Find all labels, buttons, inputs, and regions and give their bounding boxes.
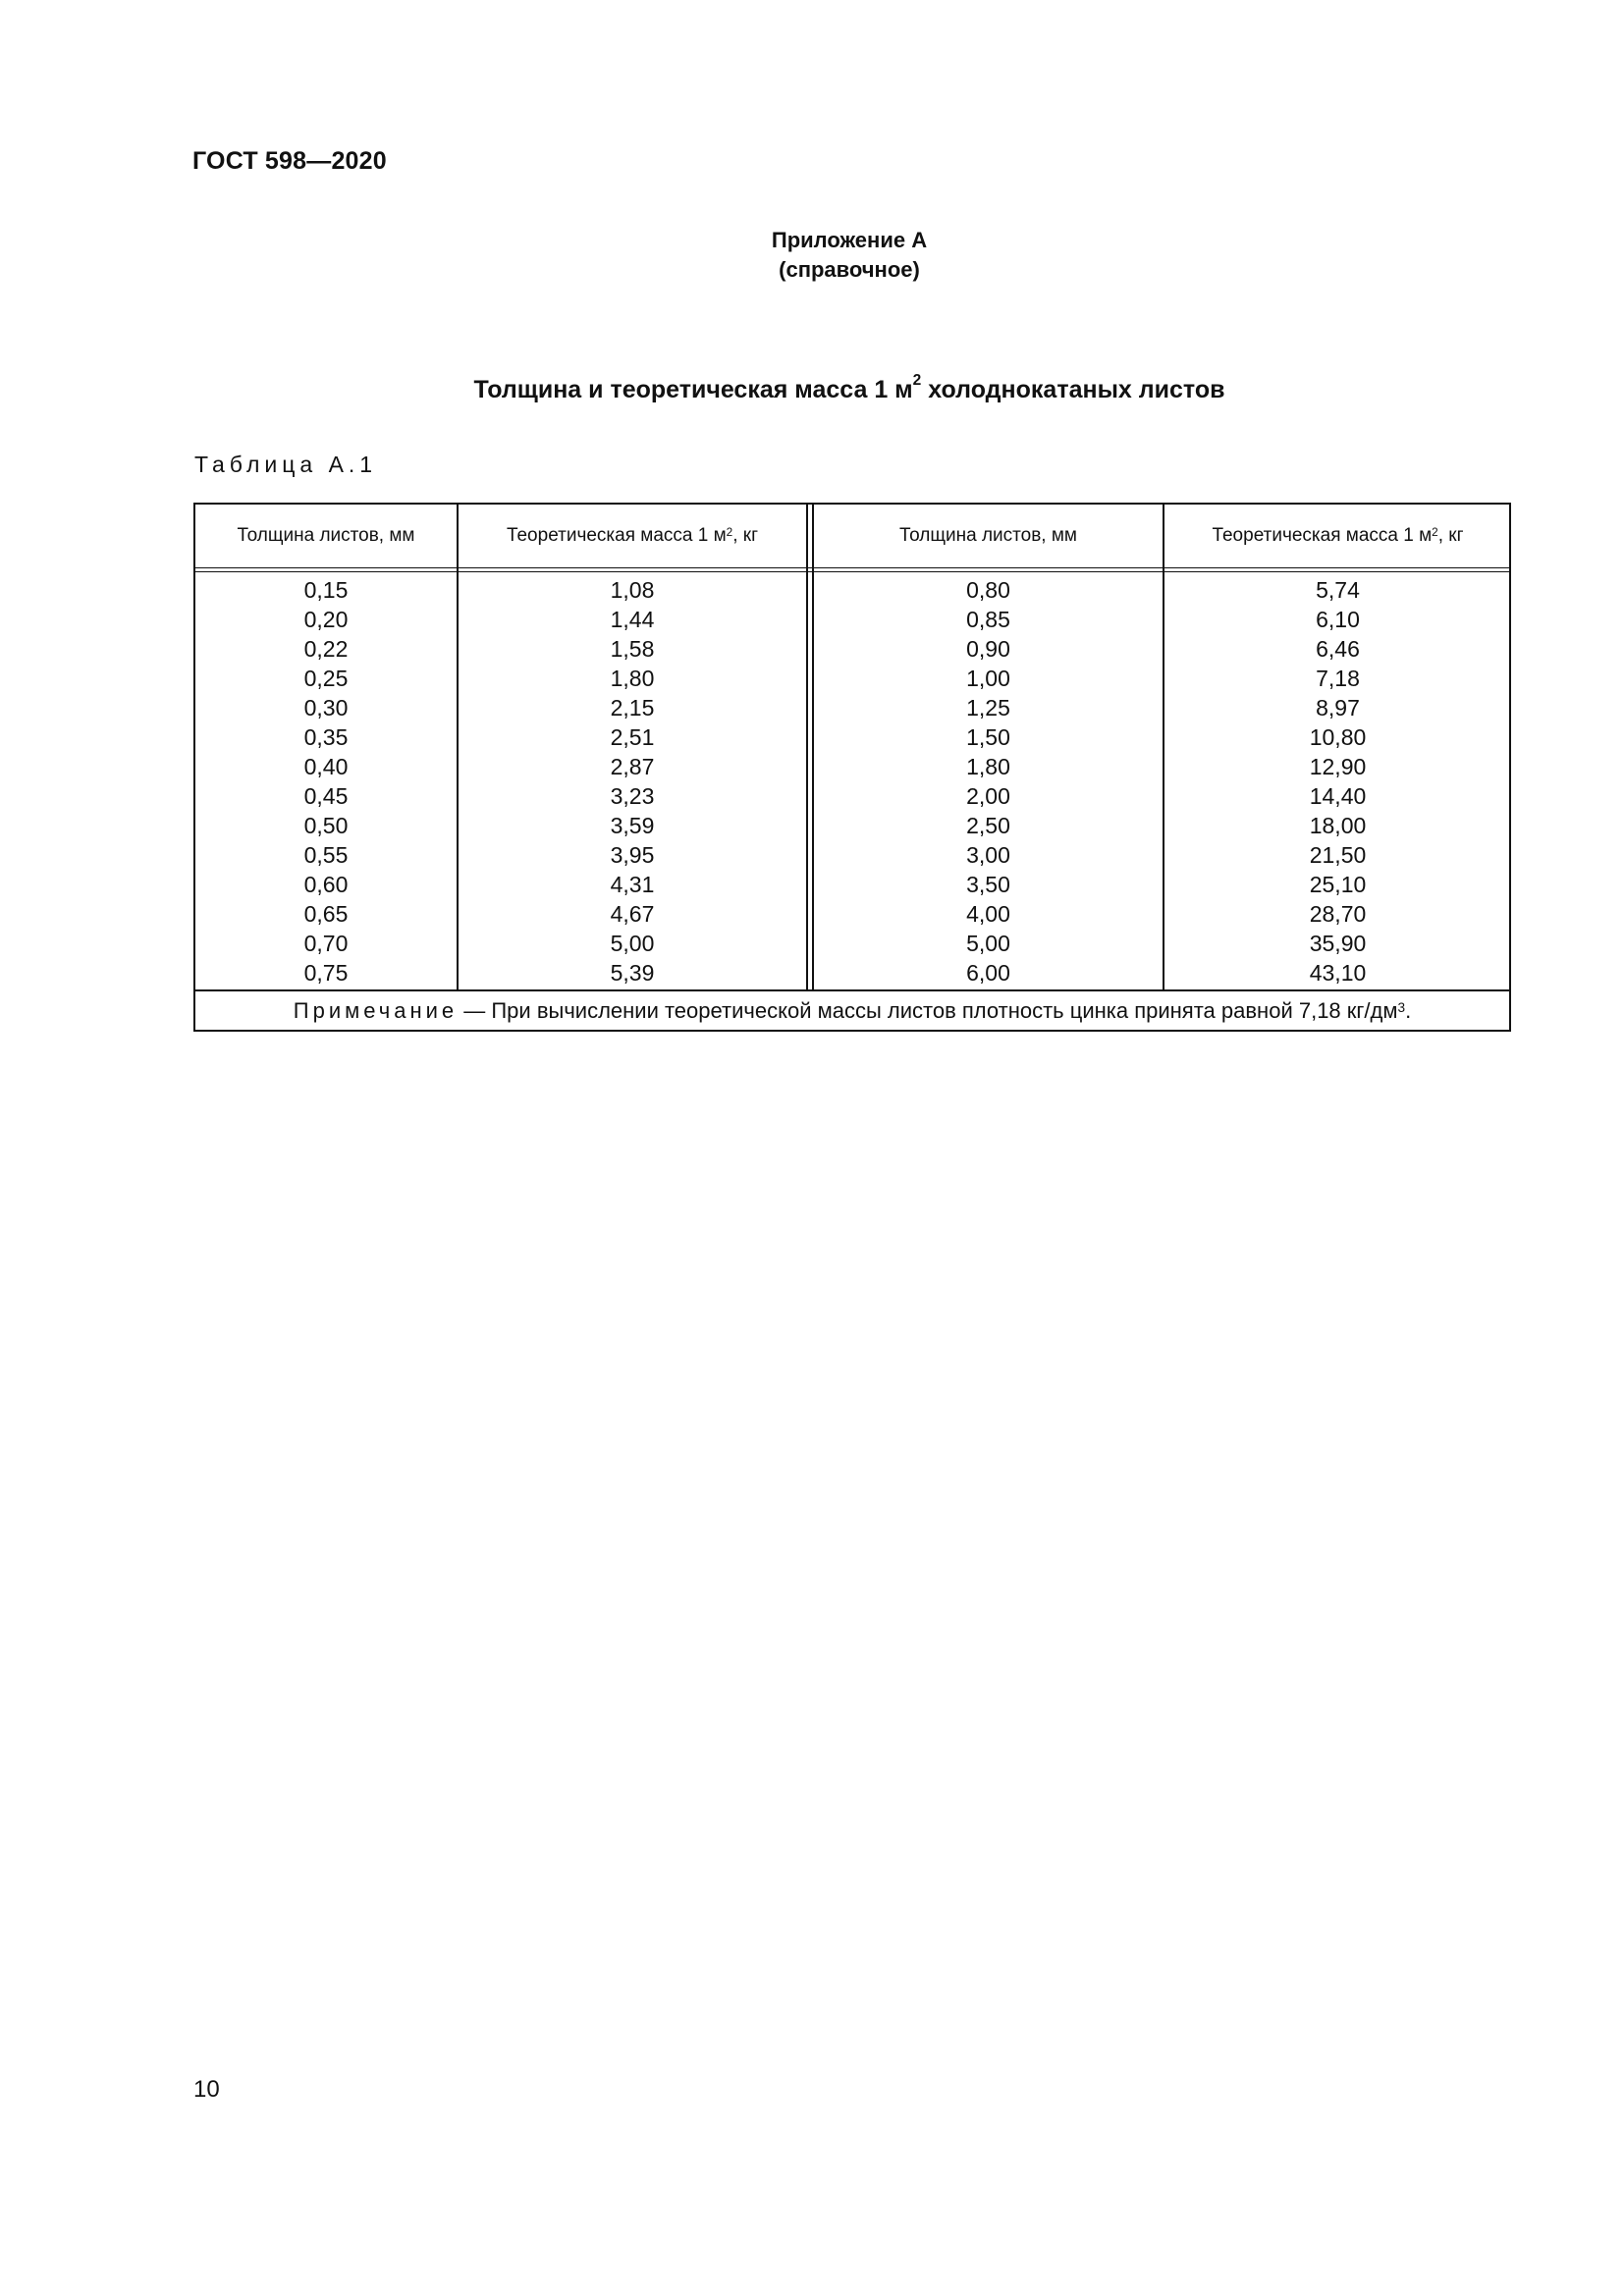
data-table xyxy=(193,503,1511,1032)
table-cell: 0,60 xyxy=(303,872,349,897)
header-thickness-1: Толщина листов, мм xyxy=(237,525,415,546)
table-cell: 0,25 xyxy=(303,666,349,691)
page-title xyxy=(0,372,1624,404)
table-cell: 2,51 xyxy=(610,724,655,750)
table-cell: 1,58 xyxy=(610,636,655,662)
appendix-title: Приложение А xyxy=(771,228,928,252)
table-cell: 2,50 xyxy=(966,813,1010,838)
table-cell: 2,15 xyxy=(610,695,655,721)
page-title-rest: холоднокатаных листов xyxy=(921,376,1225,403)
table-cell: 1,25 xyxy=(966,695,1010,721)
table-cell: 0,30 xyxy=(303,695,349,721)
appendix-heading xyxy=(0,226,1624,285)
table-cell: 35,90 xyxy=(1309,931,1367,956)
header-mass-2 xyxy=(1164,505,1511,567)
table-cell: 1,80 xyxy=(966,754,1010,779)
table-cell: 6,10 xyxy=(1316,607,1360,632)
table-cell: 2,87 xyxy=(610,754,655,779)
column-divider-double-left xyxy=(806,505,808,989)
note-superscript: 3 xyxy=(1397,999,1406,1015)
table-cell: 1,00 xyxy=(966,666,1010,691)
table-cell: 21,50 xyxy=(1309,842,1367,868)
header-mass-1-unit: , кг xyxy=(732,525,759,546)
header-mass-2-unit: , кг xyxy=(1437,525,1464,546)
table-note xyxy=(195,991,1509,1030)
table-cell: 4,67 xyxy=(610,901,655,927)
table-cell: 3,95 xyxy=(610,842,655,868)
table-cell: 1,44 xyxy=(610,607,655,632)
table-cell: 4,31 xyxy=(610,872,655,897)
table-cell: 0,75 xyxy=(303,960,349,986)
table-cell: 7,18 xyxy=(1316,666,1360,691)
table-cell: 43,10 xyxy=(1309,960,1367,986)
table-cell: 3,00 xyxy=(966,842,1010,868)
table-cell: 0,22 xyxy=(303,636,349,662)
page-number: 10 xyxy=(193,2076,220,2103)
table-cell: 5,74 xyxy=(1316,577,1360,603)
table-cell: 3,23 xyxy=(610,783,655,809)
table-cell: 5,00 xyxy=(610,931,655,956)
table-cell: 0,40 xyxy=(303,754,349,779)
table-cell: 6,46 xyxy=(1316,636,1360,662)
table-cell: 25,10 xyxy=(1309,872,1367,897)
table-cell: 1,08 xyxy=(610,577,655,603)
table-cell: 3,50 xyxy=(966,872,1010,897)
column-thickness-2 xyxy=(814,575,1163,988)
column-mass-1 xyxy=(459,575,806,988)
table-cell: 0,70 xyxy=(303,931,349,956)
table-cell: 14,40 xyxy=(1309,783,1367,809)
page-title-superscript: 2 xyxy=(912,372,922,390)
table-cell: 0,20 xyxy=(303,607,349,632)
note-end: . xyxy=(1405,998,1412,1023)
table-cell: 0,35 xyxy=(303,724,349,750)
table-cell: 0,65 xyxy=(303,901,349,927)
header-thickness-2: Толщина листов, мм xyxy=(899,525,1077,546)
table-label: Таблица А.1 xyxy=(194,452,378,477)
column-mass-2 xyxy=(1164,575,1511,988)
table-cell: 5,00 xyxy=(966,931,1010,956)
document-code: ГОСТ 598—2020 xyxy=(192,147,387,175)
table-cell: 0,80 xyxy=(966,577,1010,603)
table-cell: 5,39 xyxy=(610,960,655,986)
header-mass-2-text: Теоретическая масса 1 м xyxy=(1212,525,1433,546)
table-cell: 0,15 xyxy=(303,577,349,603)
table-cell: 3,59 xyxy=(610,813,655,838)
note-label: Примечание xyxy=(293,998,459,1023)
table-cell: 6,00 xyxy=(966,960,1010,986)
column-thickness-1 xyxy=(195,575,457,988)
table-cell: 4,00 xyxy=(966,901,1010,927)
table-cell: 0,90 xyxy=(966,636,1010,662)
table-cell: 1,80 xyxy=(610,666,655,691)
table-cell: 8,97 xyxy=(1316,695,1360,721)
table-cell: 0,45 xyxy=(303,783,349,809)
header-mass-1 xyxy=(459,505,806,567)
page-title-main: Толщина и теоретическая масса 1 м xyxy=(473,376,913,403)
appendix-subtitle: (справочное) xyxy=(779,257,920,282)
table-cell: 0,55 xyxy=(303,842,349,868)
table-cell: 10,80 xyxy=(1309,724,1367,750)
table-cell: 28,70 xyxy=(1309,901,1367,927)
table-cell: 0,50 xyxy=(303,813,349,838)
note-text: — При вычислении теоретической массы листов плотность цинка принята равной 7,18 кг/дм xyxy=(458,998,1398,1023)
header-mass-1-sup: 2 xyxy=(726,526,733,540)
header-mass-2-sup: 2 xyxy=(1432,526,1438,540)
table-cell: 2,00 xyxy=(966,783,1010,809)
header-separator xyxy=(195,567,1509,572)
table-cell: 0,85 xyxy=(966,607,1010,632)
table-cell: 18,00 xyxy=(1309,813,1367,838)
header-mass-1-text: Теоретическая масса 1 м xyxy=(506,525,727,546)
table-cell: 12,90 xyxy=(1309,754,1367,779)
table-cell: 1,50 xyxy=(966,724,1010,750)
